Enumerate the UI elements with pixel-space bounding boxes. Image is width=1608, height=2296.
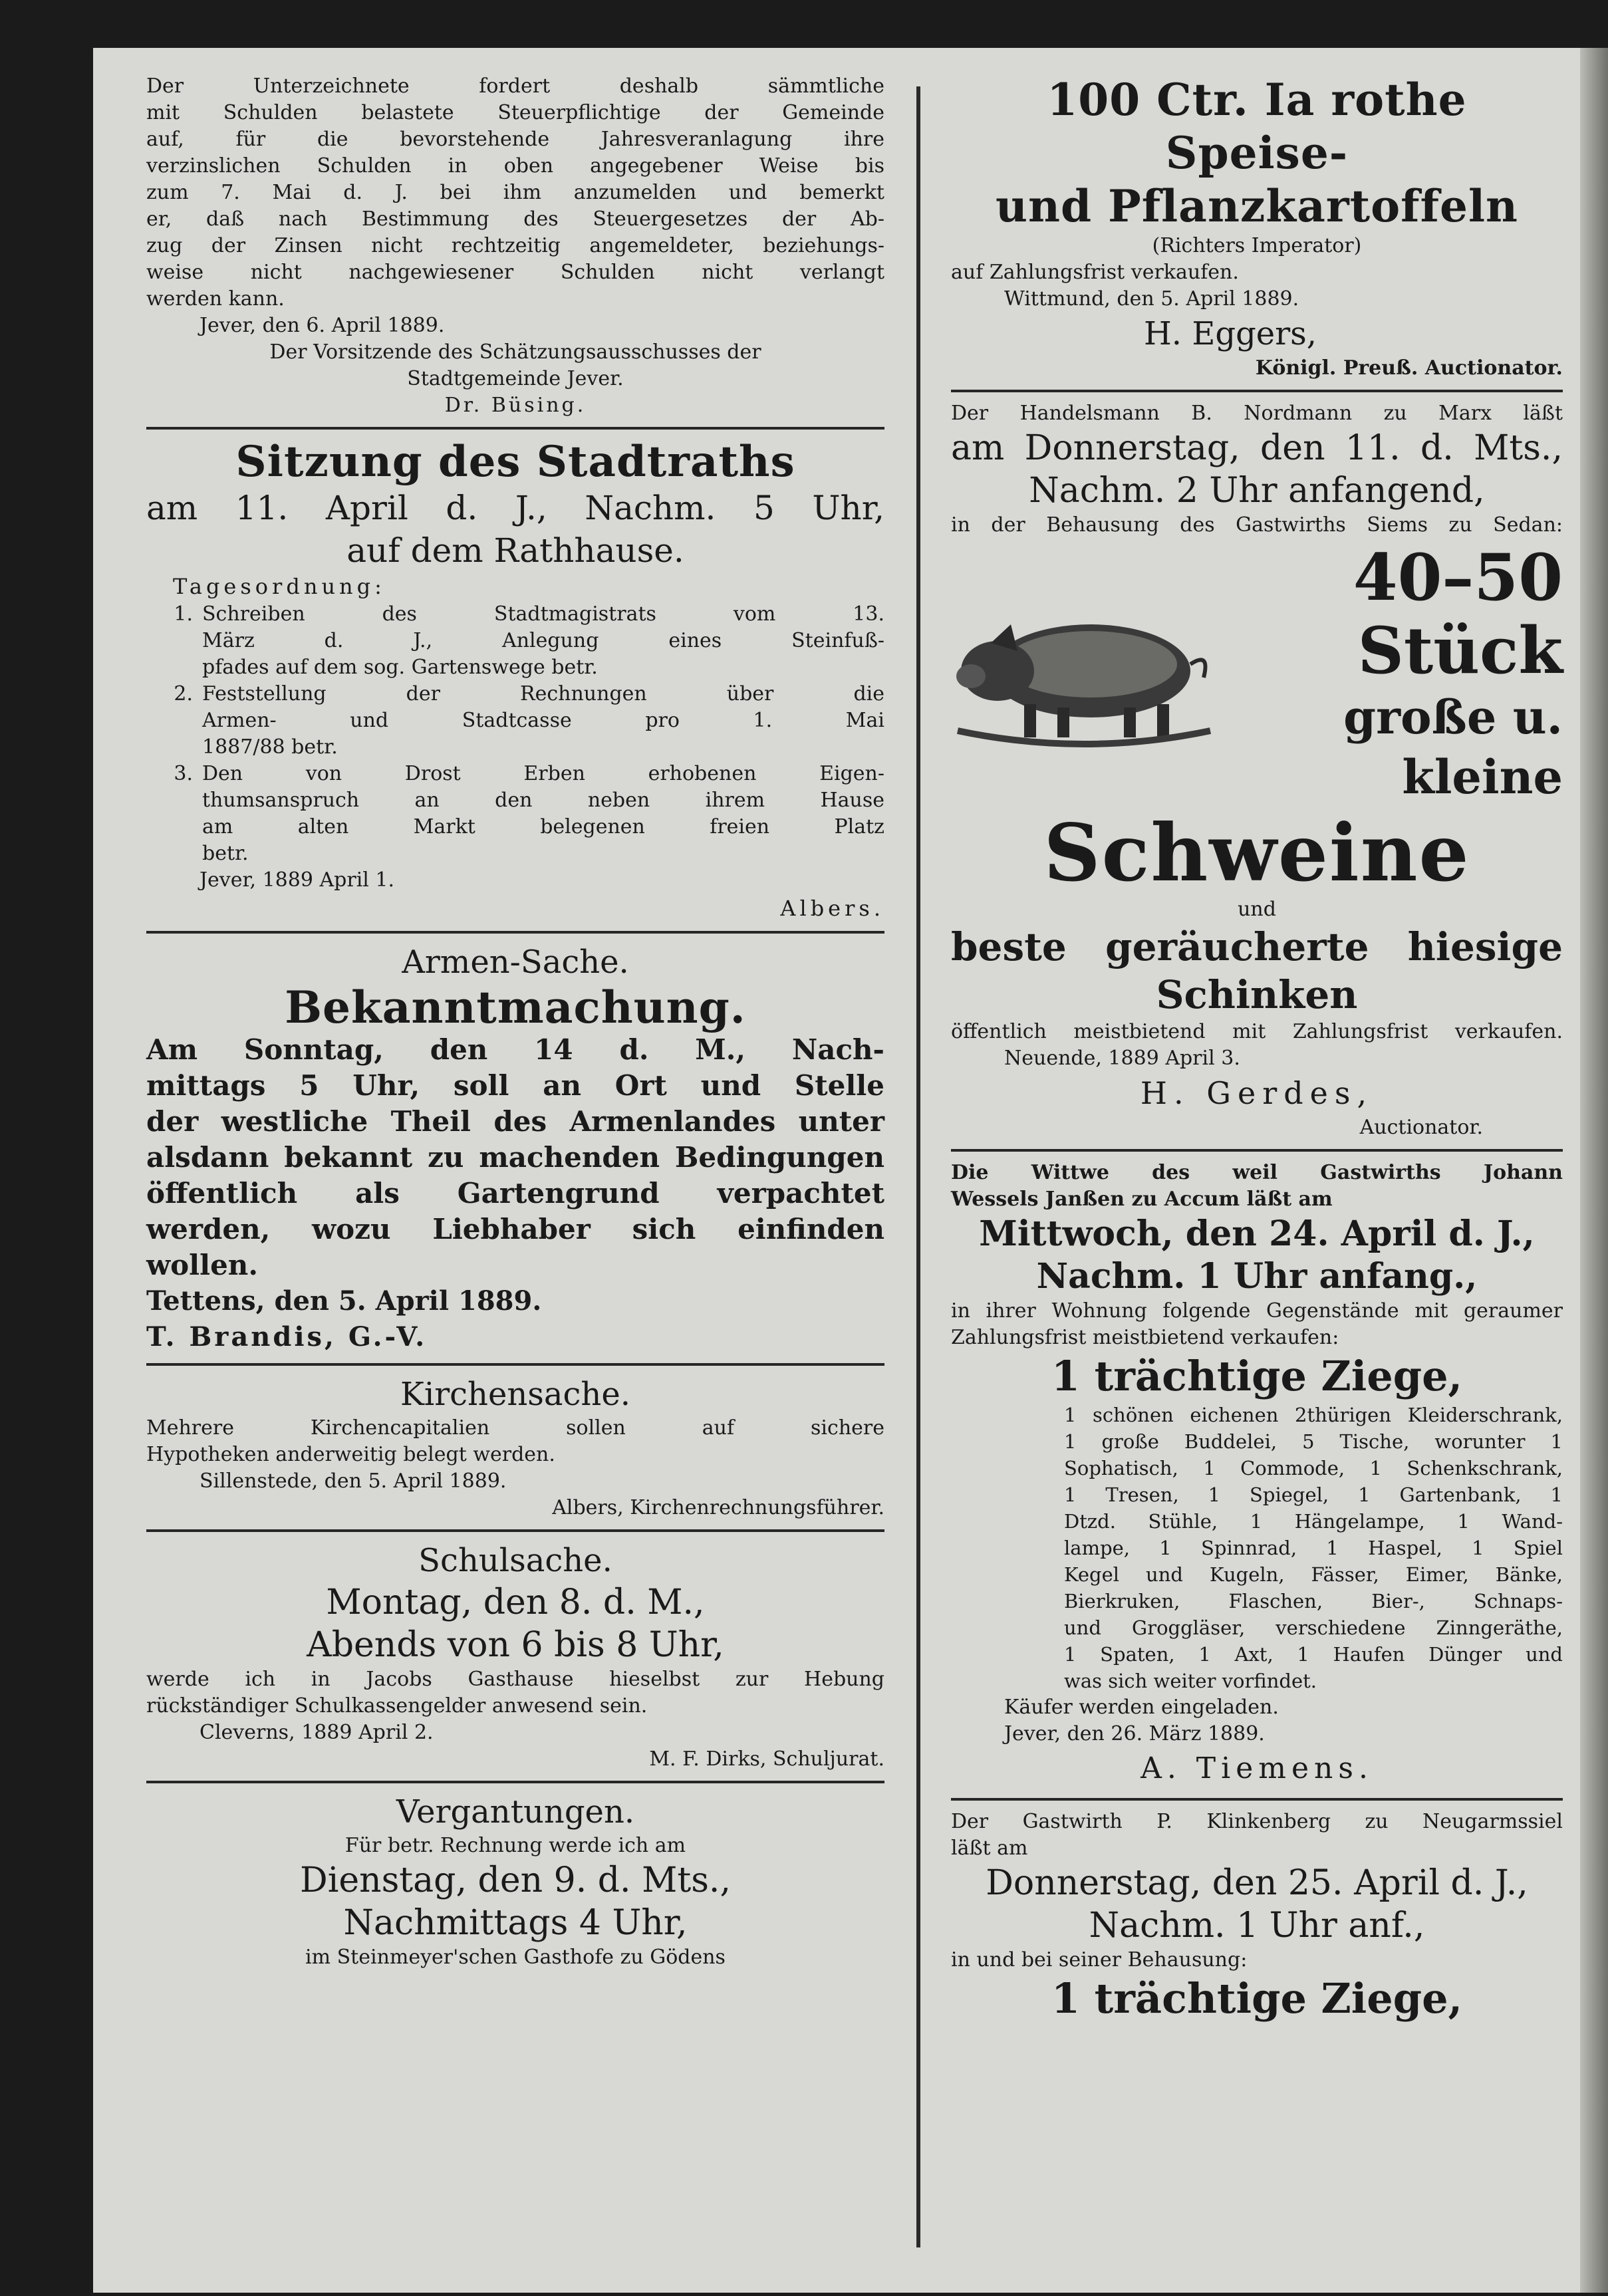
notice-date: Cleverns, 1889 April 2.	[200, 1721, 434, 1744]
headline: 1 trächtige Ziege,	[1051, 1352, 1463, 1400]
list-item: 1 Spaten, 1 Axt, 1 Haufen Dünger und	[1064, 1643, 1563, 1666]
text-line: zug der Zinsen nicht rechtzeitig angemeldeter, beziehungs-	[146, 234, 884, 257]
text-line: Der Gastwirth P. Klinkenberg zu Neugarmssiel	[951, 1810, 1563, 1833]
list-item: was sich weiter vorfindet.	[1064, 1670, 1317, 1692]
agenda-item: 2. Feststellung der Rechnungen über die Armen- und Stadtcasse pro 1. Mai 1887/88 betr.	[174, 682, 884, 759]
notice-schule	[146, 1540, 884, 1773]
list-item: Dtzd. Stühle, 1 Hängelampe, 1 Wand-	[1064, 1510, 1563, 1533]
section-rule	[146, 931, 884, 934]
bold-line: öffentlich als Gartengrund verpachtet	[146, 1177, 884, 1210]
text-line: in und bei seiner Behausung:	[951, 1948, 1248, 1972]
headline: Sitzung des Stadtraths	[235, 437, 795, 487]
text-line: Der Unterzeichnete fordert deshalb sämmtliche	[146, 74, 884, 98]
pig-size: große u. kleine	[1343, 690, 1563, 805]
pig-illustration-row	[951, 541, 1563, 807]
right-column	[951, 73, 1563, 2269]
ad-kartoffeln	[951, 73, 1563, 382]
headline: Bekanntmachung.	[285, 981, 746, 1033]
list-item: 1 große Buddelei, 5 Tische, worunter 1	[1064, 1430, 1563, 1453]
text-line: Hypotheken anderweitig belegt werden.	[146, 1443, 555, 1466]
text-line: mit Schulden belastete Steuerpflichtige der Gemeinde	[146, 101, 884, 124]
text-line: Für betr. Rechnung werde ich am	[344, 1834, 686, 1857]
text-line: in ihrer Wohnung folgende Gegenstände mit geraumer	[951, 1299, 1563, 1323]
list-item: 1 Tresen, 1 Spiegel, 1 Gartenbank, 1	[1064, 1483, 1563, 1506]
column-divider	[916, 86, 920, 2247]
text-line: in der Behausung des Gastwirths Siems zu Sedan:	[951, 513, 1563, 537]
ad-schweine	[951, 400, 1563, 1141]
list-item: Kegel und Kugeln, Fässer, Eimer, Bänke,	[1064, 1563, 1563, 1586]
subheadline: Mittwoch, den 24. April d. J.,	[979, 1213, 1535, 1254]
notice-steuer	[146, 73, 884, 419]
text-line: Zahlungsfrist meistbietend verkaufen:	[951, 1326, 1339, 1349]
section-rule	[146, 1781, 884, 1783]
agenda-label: Tagesordnung:	[173, 574, 386, 599]
section-rule	[951, 1798, 1563, 1801]
list-item: lampe, 1 Spinnrad, 1 Haspel, 1 Spiel	[1064, 1537, 1563, 1559]
signature-name: Albers.	[780, 896, 884, 921]
section-heading: Schulsache.	[418, 1542, 612, 1579]
left-column	[146, 73, 884, 2269]
subheadline: Donnerstag, den 25. April d. J.,	[986, 1863, 1528, 1903]
signature-name: M. F. Dirks, Schuljurat.	[649, 1747, 884, 1771]
subheadline: am Donnerstag, den 11. d. Mts.,	[951, 428, 1563, 468]
list-item: Bierkruken, Flaschen, Bier-, Schnaps-	[1064, 1590, 1563, 1612]
list-item: 1 schönen eichenen 2thürigen Kleiderschrank,	[1064, 1404, 1563, 1426]
ad-klinkenberg	[951, 1809, 1563, 2024]
text-line: öffentlich meistbietend mit Zahlungsfrist verkaufen.	[951, 1020, 1563, 1043]
text-line: und	[1238, 898, 1276, 921]
text-line: läßt am	[951, 1837, 1028, 1860]
text-line: verzinslichen Schulden in oben angegebener Weise bis	[146, 154, 884, 178]
section-heading: Armen-Sache.	[402, 944, 629, 981]
agenda-item: 1. Schreiben des Stadtmagistrats vom 13. März d. J., Anlegung eines Steinfuß- pfades auf dem sog. Gartenswege betr.	[174, 602, 884, 679]
text-line: rückständiger Schulkassengelder anwesend sein.	[146, 1694, 648, 1718]
subheadline: beste geräucherte hiesige	[951, 924, 1563, 969]
subheadline: Montag, den 8. d. M.,	[326, 1583, 705, 1622]
notice-vergantung	[146, 1791, 884, 1971]
text-line: zum 7. Mai d. J. bei ihm anzumelden und bemerkt	[146, 181, 884, 204]
notice-armen	[146, 942, 884, 1355]
subheadline: am 11. April d. J., Nachm. 5 Uhr,	[146, 489, 884, 527]
signature-name: Albers, Kirchenrechnungsführer.	[552, 1496, 884, 1519]
section-rule	[146, 1363, 884, 1366]
bold-line: Am Sonntag, den 14 d. M., Nach-	[146, 1033, 884, 1066]
pig-icon	[951, 598, 1217, 751]
section-heading: Kirchensache.	[400, 1376, 630, 1413]
text-line: Die Wittwe des weil Gastwirths Johann	[951, 1161, 1563, 1184]
text-line: im Steinmeyer'schen Gasthofe zu Gödens	[305, 1946, 726, 1969]
text-line: werden kann.	[146, 287, 285, 311]
text-line: er, daß nach Bestimmung des Steuergesetzes der Ab-	[146, 207, 884, 231]
bold-line: alsdann bekannt zu machenden Bedingungen	[146, 1141, 884, 1174]
subheadline: Nachmittags 4 Uhr,	[343, 1903, 688, 1943]
subheadline: Nachm. 1 Uhr anfang.,	[1036, 1256, 1478, 1297]
notice-date: Wittmund, den 5. April 1889.	[1004, 287, 1299, 311]
section-rule	[951, 1149, 1563, 1152]
signature-role: Auctionator.	[1359, 1116, 1483, 1139]
notice-date: Tettens, den 5. April 1889.	[146, 1285, 542, 1317]
section-rule	[951, 390, 1563, 392]
notice-date: Jever, den 26. März 1889.	[1004, 1722, 1265, 1745]
subheadline: Dienstag, den 9. d. Mts.,	[300, 1860, 731, 1900]
headline: 1 trächtige Ziege,	[1051, 1974, 1463, 2023]
subheadline: auf dem Rathhause.	[346, 531, 684, 570]
signature-name: A. Tiemens.	[1140, 1751, 1373, 1785]
section-rule	[146, 427, 884, 430]
text-line: weise nicht nachgewiesener Schulden nicht verlangt	[146, 261, 884, 284]
notice-date: Neuende, 1889 April 3.	[1004, 1047, 1240, 1070]
notice-kirche	[146, 1374, 884, 1521]
pig-count: 40–50 Stück	[1353, 540, 1563, 688]
text-line: Der Handelsmann B. Nordmann zu Marx läßt	[951, 402, 1563, 425]
bold-line: werden, wozu Liebhaber sich einfinden	[146, 1213, 884, 1245]
notice-stadtrath	[146, 438, 884, 923]
page-edge	[1580, 48, 1608, 2293]
text-line: Mehrere Kirchencapitalien sollen auf sichere	[146, 1416, 884, 1440]
text-line: Käufer werden eingeladen.	[1004, 1696, 1279, 1719]
bold-line: der westliche Theil des Armenlandes unter	[146, 1105, 884, 1138]
signature-name: H. Eggers,	[1143, 315, 1317, 352]
signature-line: Der Vorsitzende des Schätzungsausschusses der	[269, 340, 761, 364]
item-list	[951, 1402, 1563, 1694]
signature-line: Stadtgemeinde Jever.	[407, 367, 624, 390]
headline: 100 Ctr. Ia rothe Speise-	[1047, 74, 1467, 179]
signature-name: H. Gerdes,	[1140, 1075, 1374, 1111]
subheadline: Nachm. 1 Uhr anf.,	[1089, 1906, 1425, 1946]
notice-date: Jever, den 6. April 1889.	[200, 314, 445, 337]
section-rule	[146, 1529, 884, 1532]
subheadline: Abends von 6 bis 8 Uhr,	[307, 1625, 724, 1665]
ad-wittwe	[951, 1160, 1563, 1790]
signature-name: Dr. Büsing.	[444, 394, 587, 417]
subheadline: Schinken	[1156, 972, 1358, 1017]
subheadline: Nachm. 2 Uhr anfangend,	[1029, 471, 1485, 511]
notice-date: Jever, 1889 April 1.	[200, 868, 395, 892]
bold-line: mittags 5 Uhr, soll an Ort und Stelle	[146, 1069, 884, 1102]
section-heading: Vergantungen.	[396, 1793, 635, 1831]
text-line: Wessels Janßen zu Accum läßt am	[951, 1188, 1333, 1211]
bold-line: wollen.	[146, 1249, 258, 1281]
signature-name: T. Brandis, G.-V.	[146, 1321, 428, 1352]
list-item: und Groggläser, verschiedene Zinngeräthe,	[1064, 1616, 1563, 1639]
text-line: auf, für die bevorstehende Jahresveranlagung ihre	[146, 128, 884, 151]
signature-role: Königl. Preuß. Auctionator.	[1255, 356, 1563, 380]
text-line: werde ich in Jacobs Gasthause hieselbst zur Hebung	[146, 1668, 884, 1691]
notice-date: Sillenstede, den 5. April 1889.	[200, 1469, 507, 1493]
headline: Schweine	[1043, 807, 1470, 899]
headline: und Pflanzkartoffeln	[995, 180, 1519, 232]
agenda-item: 3. Den von Drost Erben erhobenen Eigen- thumsanspruch an den neben ihrem Hause am alten Markt belegenen freien Platz betr.	[174, 762, 884, 865]
text-line: (Richters Imperator)	[1152, 234, 1362, 257]
list-item: Sophatisch, 1 Commode, 1 Schenkschrank,	[1064, 1457, 1563, 1479]
text-line: auf Zahlungsfrist verkaufen.	[951, 261, 1239, 284]
